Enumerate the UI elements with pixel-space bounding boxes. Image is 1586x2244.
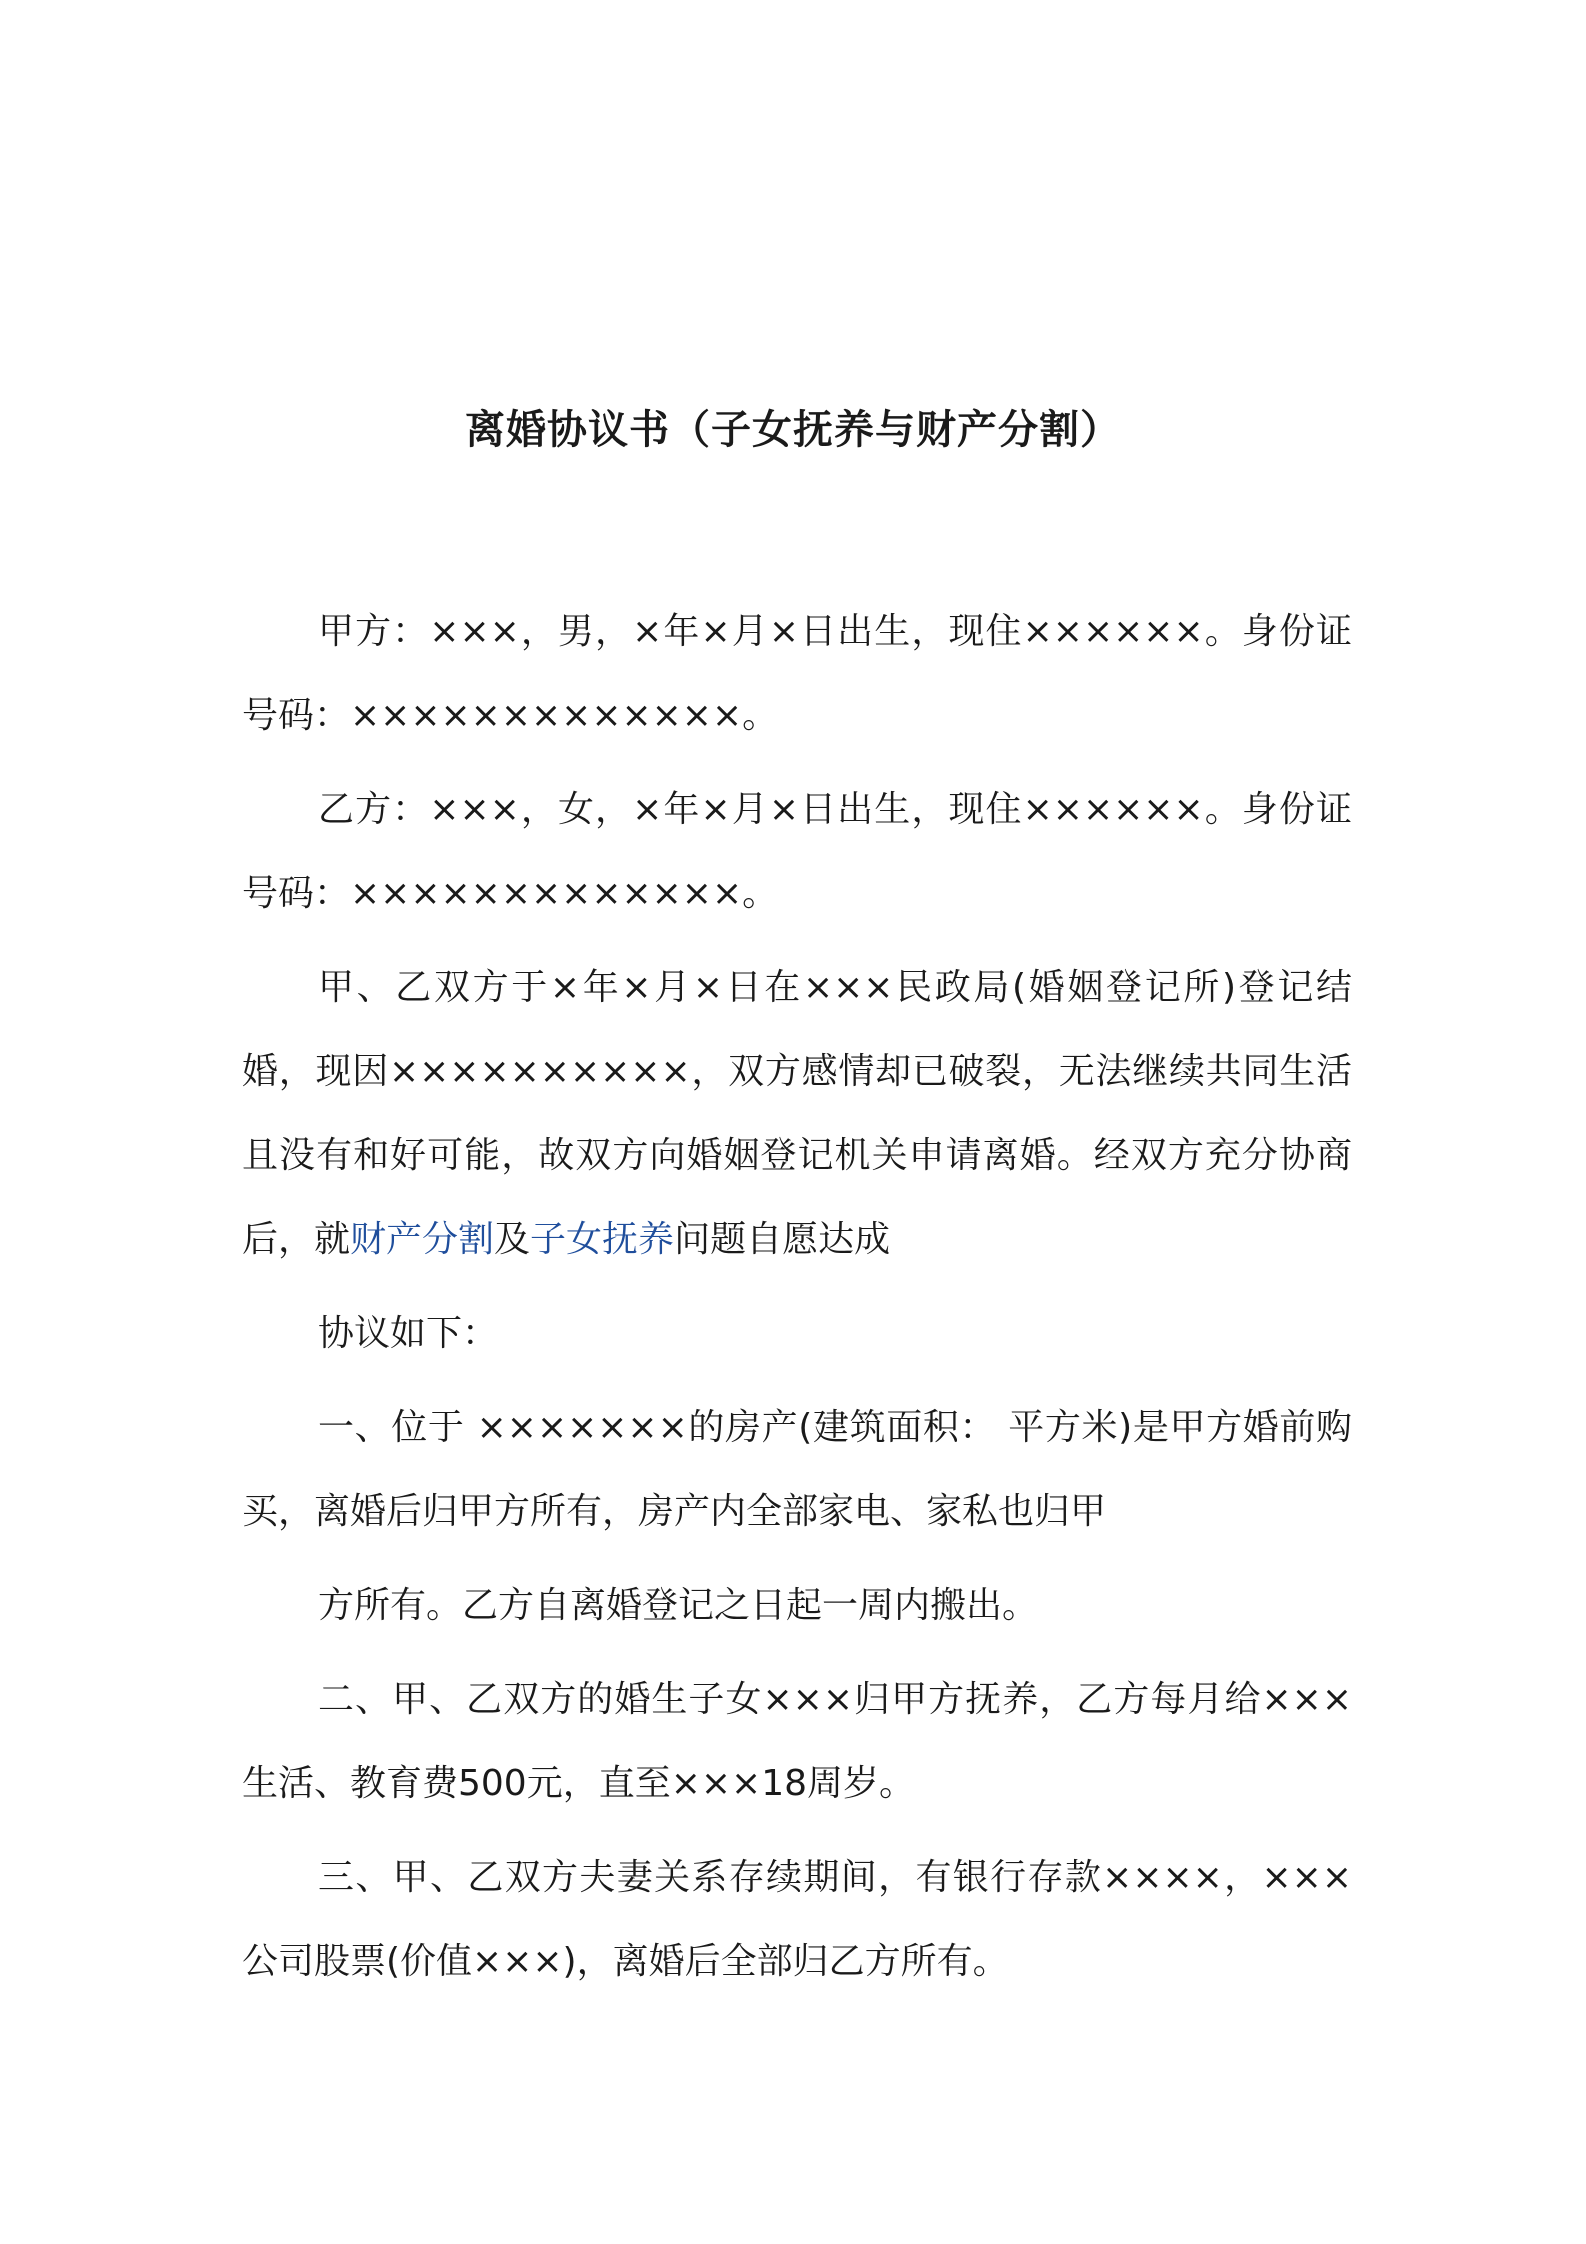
child-custody-link[interactable]: 子女抚养 xyxy=(530,1219,675,1260)
marriage-background-paragraph xyxy=(242,946,1352,1282)
clause-3-paragraph: 三、甲、乙双方夫妻关系存续期间，有银行存款××××，×××公司股票(价值×××)，离婚后全部归乙方所有。 xyxy=(242,1857,1352,1982)
document-body xyxy=(242,590,1352,2014)
document-title: 离婚协议书（子女抚养与财产分割） xyxy=(465,407,1121,453)
agreement-intro-paragraph: 协议如下： xyxy=(318,1313,499,1354)
clause-2-paragraph: 二、甲、乙双方的婚生子女×××归甲方抚养，乙方每月给×××生活、教育费500元，直至×××18周岁。 xyxy=(242,1679,1352,1804)
background-text-start: 甲、乙双方于×年×月×日在×××民政局(婚姻登记所)登记结婚，现因××××××××××，双方感情却已破裂，无法继续共同生活且没有和好可能，故双方向婚姻登记机关申请离婚。经双方充分协商后，就 xyxy=(242,967,1352,1260)
party-b-paragraph: 乙方：×××，女，×年×月×日出生，现住××××××。身份证号码：×××××××××××××。 xyxy=(242,789,1352,914)
background-text-end: 问题自愿达成 xyxy=(674,1219,891,1260)
clause-1-continuation: 方所有。乙方自离婚登记之日起一周内搬出。 xyxy=(318,1585,1039,1626)
property-division-link[interactable]: 财产分割 xyxy=(350,1219,495,1260)
clause-1-paragraph: 一、位于 ×××××××的房产(建筑面积： 平方米)是甲方婚前购买，离婚后归甲方所有，房产内全部家电、家私也归甲 xyxy=(242,1407,1352,1532)
background-text-and: 及 xyxy=(494,1219,531,1260)
party-a-paragraph: 甲方：×××，男，×年×月×日出生，现住××××××。身份证号码：×××××××××××××。 xyxy=(242,611,1352,736)
